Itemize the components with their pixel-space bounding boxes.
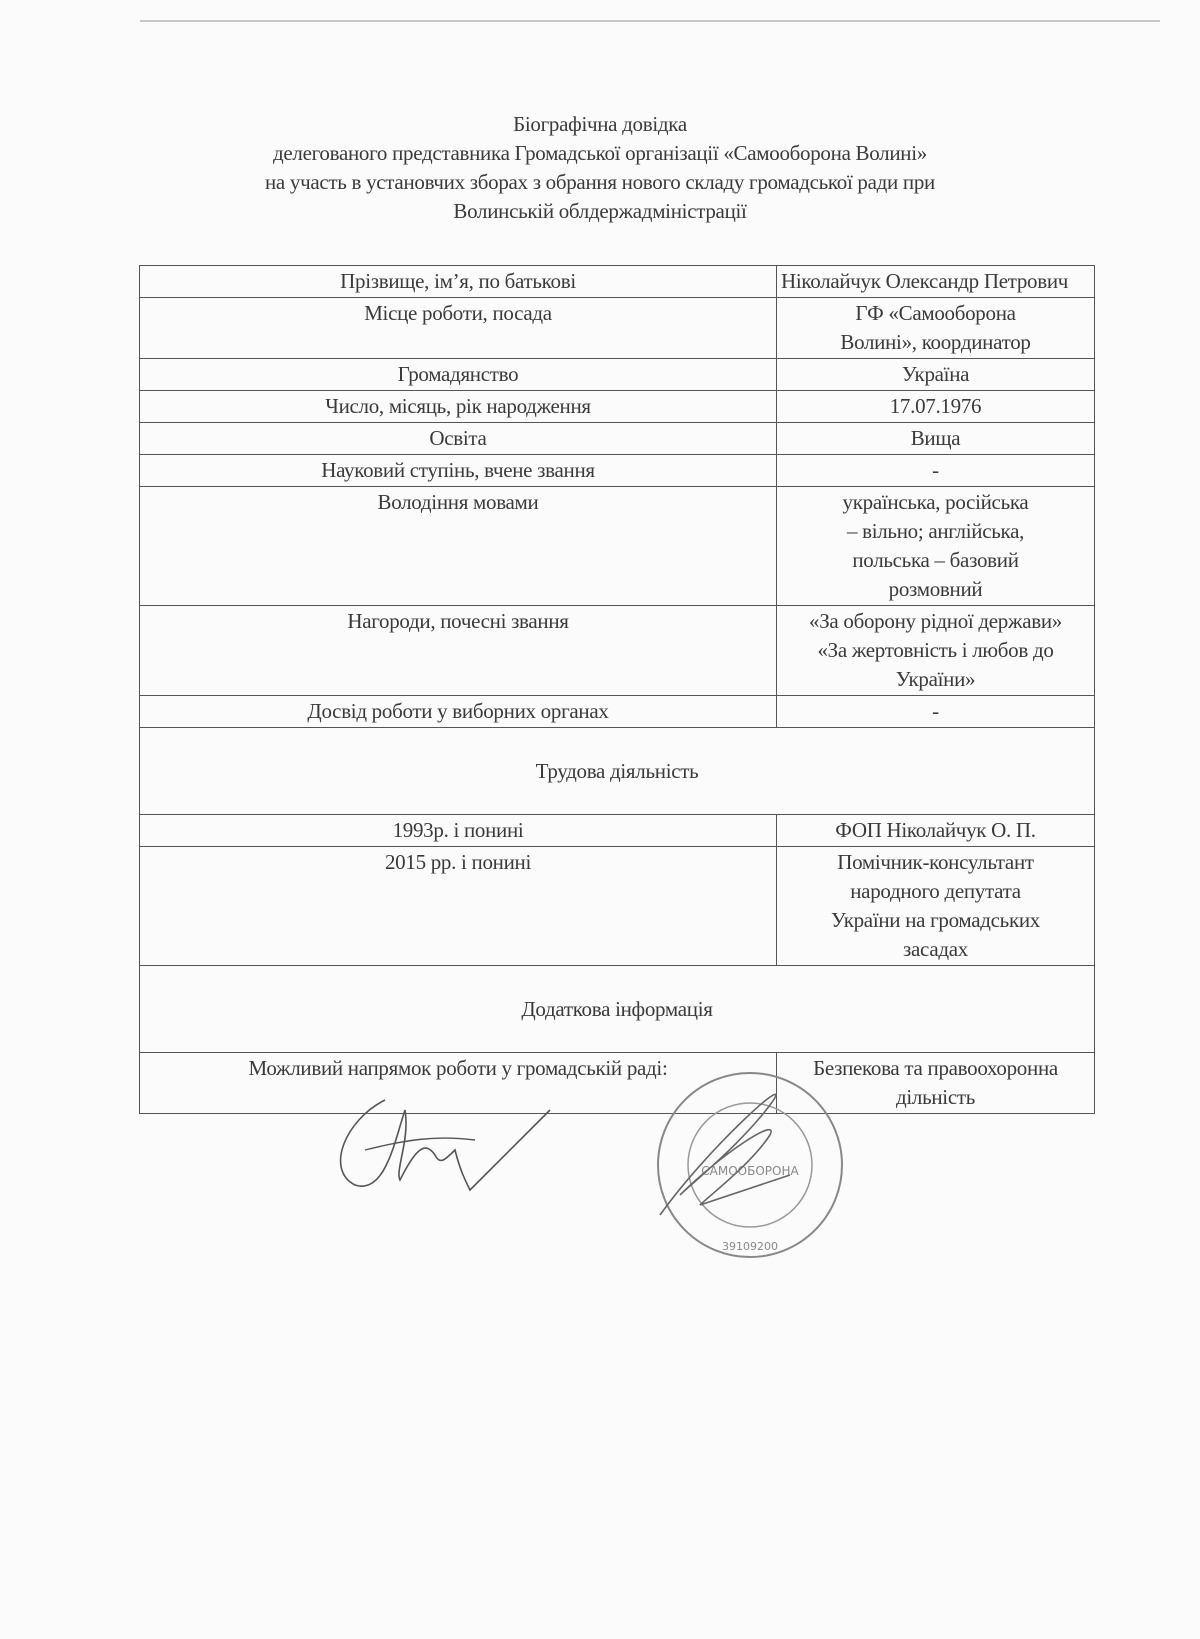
title-line: делегованого представника Громадської організації «Самооборона Волині» bbox=[273, 141, 927, 165]
section-heading: Додаткова інформація bbox=[140, 966, 1095, 1053]
row-value: українська, російська – вільно; англійська, польська – базовий розмовний bbox=[777, 487, 1095, 606]
row-label: Прізвище, ім’я, по батькові bbox=[140, 266, 777, 298]
scan-edge bbox=[140, 20, 1160, 22]
signature bbox=[325, 1080, 555, 1200]
title-line: Волинській облдержадміністрації bbox=[453, 199, 747, 223]
row-label: Науковий ступінь, вчене звання bbox=[140, 455, 777, 487]
row-value: - bbox=[777, 696, 1095, 728]
row-value: Вища bbox=[777, 423, 1095, 455]
svg-text:39109200: 39109200 bbox=[722, 1240, 778, 1253]
row-value: Помічник-консультант народного депутата України на громадських засадах bbox=[777, 847, 1095, 966]
row-label: Досвід роботи у виборних органах bbox=[140, 696, 777, 728]
row-label: 2015 рр. і понині bbox=[140, 847, 777, 966]
table-row bbox=[140, 266, 1095, 298]
table-row bbox=[140, 391, 1095, 423]
title-line: Біографічна довідка bbox=[513, 112, 687, 136]
title-line: на участь в установчих зборах з обрання нового складу громадської ради при bbox=[264, 170, 935, 194]
table-row bbox=[140, 487, 1095, 606]
row-label: Можливий напрямок роботи у громадській раді: bbox=[140, 1053, 777, 1114]
table-row bbox=[140, 847, 1095, 966]
row-value: «За оборону рідної держави» «За жертовність і любов до України» bbox=[777, 606, 1095, 696]
bio-table bbox=[139, 265, 1095, 1114]
table-row bbox=[140, 359, 1095, 391]
table-row bbox=[140, 606, 1095, 696]
row-label: Число, місяць, рік народження bbox=[140, 391, 777, 423]
section-row bbox=[140, 966, 1095, 1053]
row-value: Безпекова та правоохоронна дільність bbox=[777, 1053, 1095, 1114]
section-row bbox=[140, 728, 1095, 815]
row-value: Ніколайчук Олександр Петрович bbox=[777, 266, 1095, 298]
table-row bbox=[140, 298, 1095, 359]
table-row bbox=[140, 455, 1095, 487]
row-value: Україна bbox=[777, 359, 1095, 391]
svg-text:САМООБОРОНА: САМООБОРОНА bbox=[701, 1164, 799, 1178]
row-label: Місце роботи, посада bbox=[140, 298, 777, 359]
row-label: Громадянство bbox=[140, 359, 777, 391]
organization-stamp bbox=[650, 1065, 850, 1265]
section-heading: Трудова діяльність bbox=[140, 728, 1095, 815]
row-label: 1993р. і понині bbox=[140, 815, 777, 847]
row-value: ГФ «Самооборона Волині», координатор bbox=[777, 298, 1095, 359]
table-row bbox=[140, 815, 1095, 847]
row-label: Володіння мовами bbox=[140, 487, 777, 606]
table-row bbox=[140, 696, 1095, 728]
table-row bbox=[140, 1053, 1095, 1114]
table-row bbox=[140, 423, 1095, 455]
document-title bbox=[0, 110, 1200, 226]
row-value: 17.07.1976 bbox=[777, 391, 1095, 423]
row-label: Нагороди, почесні звання bbox=[140, 606, 777, 696]
row-value: - bbox=[777, 455, 1095, 487]
row-label: Освіта bbox=[140, 423, 777, 455]
row-value: ФОП Ніколайчук О. П. bbox=[777, 815, 1095, 847]
